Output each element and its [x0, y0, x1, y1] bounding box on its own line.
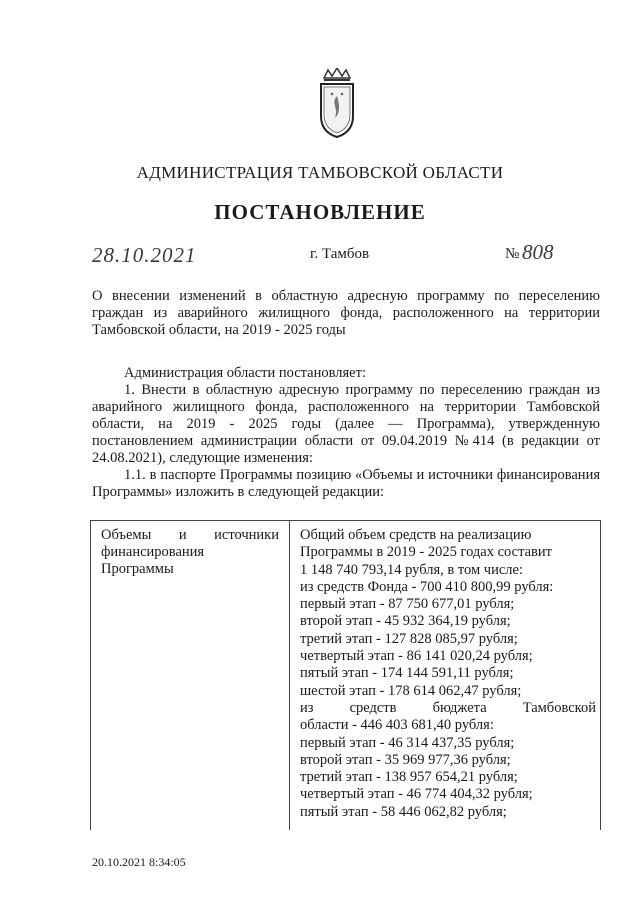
budget-stage-line: пятый этап - 58 446 062,82 рубля;	[300, 803, 507, 820]
fund-stage-line: второй этап - 45 932 364,19 рубля;	[300, 613, 511, 630]
table-column-divider	[289, 521, 290, 830]
left-cell-line-1: Объемы и источники	[101, 527, 279, 543]
fund-stage-line: четвертый этап - 86 141 020,24 рубля;	[300, 648, 533, 665]
document-body	[92, 365, 600, 501]
budget-heading-line: из средств бюджета Тамбовской	[300, 699, 596, 716]
budget-stage-line: второй этап - 35 969 977,36 рубля;	[300, 751, 511, 768]
fund-stage-line: пятый этап - 174 144 591,11 рубля;	[300, 665, 514, 682]
body-item-1-1: 1.1. в паспорте Программы позицию «Объемы и источники финансирования Программы» изложить в следующей редакции:	[92, 467, 600, 500]
table-right-cell	[300, 527, 596, 821]
document-number: 808	[522, 240, 554, 264]
fund-stage-line: шестой этап - 178 614 062,47 рубля;	[300, 682, 522, 699]
fund-stage-line: первый этап - 87 750 677,01 рубля;	[300, 596, 515, 613]
left-cell-line-3: Программы	[101, 561, 174, 577]
body-intro: Администрация области постановляет:	[124, 365, 366, 381]
body-item-1: 1. Внести в областную адресную программу по переселению граждан из аварийного жилищного фонда, расположенного на территории Тамбовской области, на 2019 - 2025 годы (далее — Программа), утвержденную постановлением администрации области от 09.04.2019 №414 (в редакции от 24.08.2021), следующие изменения:	[92, 382, 600, 466]
left-cell-line-2: финансирования	[101, 544, 205, 560]
budget-stage-line: третий этап - 138 957 654,21 рубля;	[300, 769, 518, 786]
document-date: 28.10.2021	[92, 243, 197, 267]
document-type-title: ПОСТАНОВЛЕНИЕ	[214, 200, 426, 224]
total-line-3: 1 148 740 793,14 рубля, в том числе:	[300, 561, 523, 578]
coat-of-arms-icon	[316, 68, 358, 138]
table-left-cell	[101, 527, 279, 578]
document-subject: О внесении изменений в областную адресную программу по переселению граждан из аварийного жилищного фонда, расположенного на территории Тамбовской области, на 2019 - 2025 годы	[92, 288, 600, 338]
document-city: г. Тамбов	[310, 246, 370, 262]
fund-total-line: из средств Фонда - 700 410 800,99 рубля:	[300, 578, 554, 595]
fund-stage-line: третий этап - 127 828 085,97 рубля;	[300, 630, 518, 647]
print-timestamp: 20.10.2021 8:34:05	[92, 855, 186, 869]
financing-table	[90, 520, 601, 830]
budget-stage-line: четвертый этап - 46 774 404,32 рубля;	[300, 786, 533, 803]
budget-stage-line: первый этап - 46 314 437,35 рубля;	[300, 734, 515, 751]
organization-title: АДМИНИСТРАЦИЯ ТАМБОВСКОЙ ОБЛАСТИ	[136, 163, 504, 182]
total-line-1: Общий объем средств на реализацию	[300, 527, 532, 543]
total-line-2: Программы в 2019 - 2025 годах составит	[300, 544, 552, 561]
budget-total-line: области - 446 403 681,40 рубля:	[300, 717, 494, 734]
number-label: №	[505, 246, 520, 262]
